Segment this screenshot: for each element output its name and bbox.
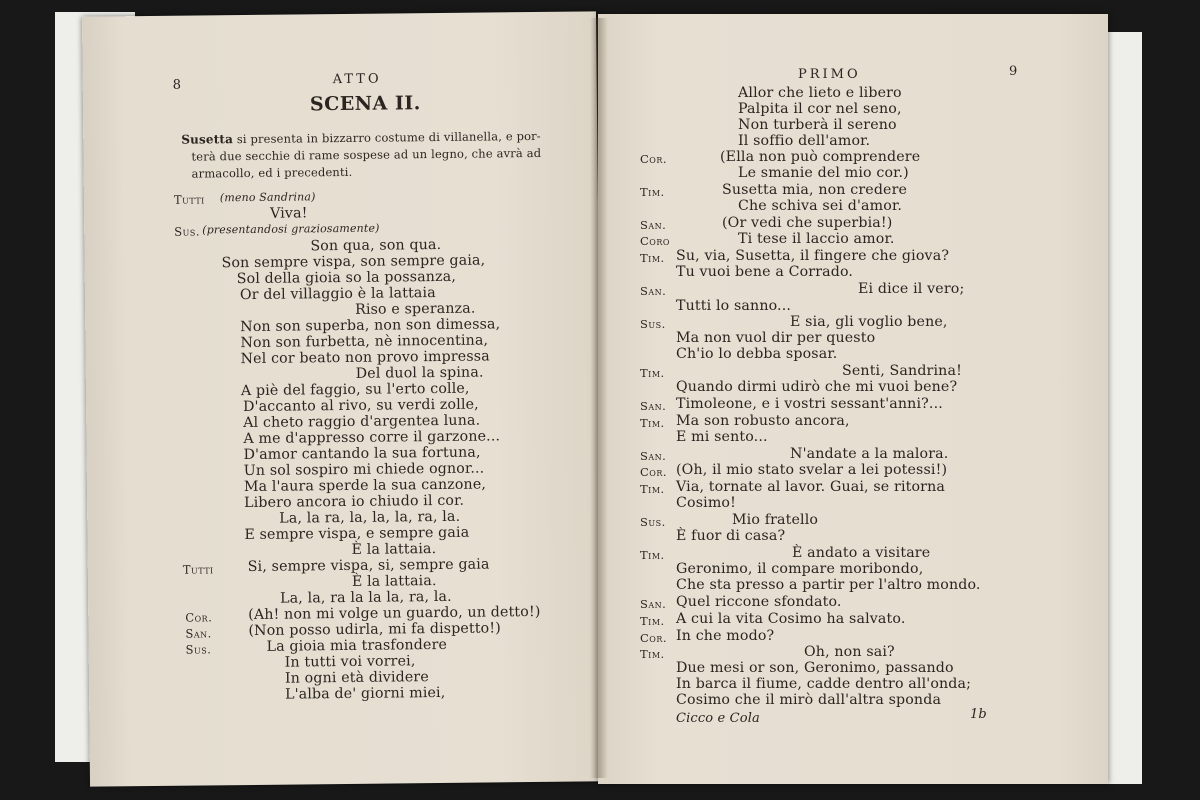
- verse-line: E mi sento...: [676, 429, 768, 445]
- left-page: [82, 11, 604, 786]
- verse-line: Quando dirmi udirò che mi vuoi bene?: [676, 379, 958, 395]
- speaker-label: Tim.: [640, 647, 665, 661]
- verse-line: In tutti voi vorrei,: [284, 653, 416, 671]
- speaker-label: Tim.: [640, 185, 665, 199]
- verse-line: E sempre vispa, e sempre gaia: [244, 524, 470, 544]
- verse-line: Il soffio dell'amor.: [738, 133, 871, 149]
- character-name: Susetta: [181, 132, 234, 147]
- stage-direction-line: Susetta si presenta in bizzarro costume di villanella, e por-: [181, 128, 541, 147]
- verse-line: Sus. La gioia mia trasfondere: [185, 636, 448, 657]
- speaker-label: Cor.: [640, 631, 668, 645]
- speaker-label: Tutti: [173, 192, 205, 207]
- speaker-label: Sus.: [185, 642, 212, 657]
- speaker-label: San.: [640, 597, 667, 611]
- speaker-label: Cor.: [185, 610, 213, 625]
- verse-line: Geronimo, il compare moribondo,: [676, 561, 924, 577]
- verse-line: Che schiva sei d'amor.: [738, 198, 902, 214]
- verse-line: Due mesi or son, Geronimo, passando: [676, 660, 954, 676]
- page-number: 9: [1009, 64, 1018, 79]
- verse-line: Al cheto raggio d'argentea luna.: [243, 412, 481, 432]
- speaker-label: Sus.: [640, 317, 666, 331]
- speaker-label: Tim.: [640, 548, 665, 562]
- footer-title: Cicco e Cola: [676, 711, 760, 726]
- speaker-label: Cor.: [640, 465, 668, 479]
- verse-line: La, la, ra la la la, ra, la.: [280, 588, 452, 607]
- verse-line: Le smanie del mio cor.): [738, 165, 909, 181]
- stage-direction-line: terà due secchie di rame sospese ad un legno, che avrà ad: [191, 145, 542, 164]
- verse-line: Non turberà il sereno: [738, 117, 897, 133]
- speaker-label: San.: [640, 449, 667, 463]
- verse-line: In barca il fiume, cadde dentro all'onda;: [676, 676, 972, 692]
- verse-line: Sol della gioia so la possanza,: [236, 268, 457, 288]
- verse-line: Ma l'aura sperde la sua canzone,: [243, 476, 487, 496]
- verse-line: L'alba de' giorni miei,: [285, 684, 446, 703]
- running-head: PRIMO: [798, 67, 861, 82]
- verse-line: Cosimo che il mirò dall'altra sponda: [676, 692, 942, 708]
- verse-line: Non son furbetta, nè innocentina,: [240, 332, 489, 352]
- verse-line: Non son superba, non son dimessa,: [240, 316, 501, 336]
- verse-line: Nel cor beato non provo impressa: [240, 348, 490, 368]
- verse-line: Un sol sospiro mi chiede ognor...: [243, 460, 485, 480]
- speaker-label: Coro: [640, 234, 670, 248]
- book-gutter: [590, 18, 608, 778]
- speaker-label: Tim.: [640, 416, 665, 430]
- speaker-label: Tim.: [640, 366, 665, 380]
- verse-line: Son qua, son qua.: [310, 236, 442, 255]
- verse-line: Palpita il cor nel seno,: [738, 101, 902, 117]
- page-number: 8: [172, 77, 182, 93]
- speaker-label: Sus.: [640, 515, 666, 529]
- verse-line: A me d'appresso corre il garzone...: [243, 428, 501, 448]
- verse-line: Riso e speranza.: [354, 300, 476, 318]
- verse-line: La, la ra, la, la, la, ra, la.: [279, 508, 461, 527]
- scene-title: SCENA II.: [309, 92, 421, 116]
- verse-line: Allor che lieto e libero: [738, 85, 902, 101]
- speaker-label: Tim.: [640, 614, 665, 628]
- verse-line: San. (Non posso udirla, mi fa dispetto!): [185, 620, 501, 641]
- verse-line: Tu vuoi bene a Corrado.: [676, 264, 854, 280]
- speaker-label: San.: [185, 626, 212, 641]
- verse-line: Tutti lo sanno...: [676, 298, 792, 314]
- stage-direction: (presentandosi graziosamente): [202, 221, 380, 237]
- verse-line: Son sempre vispa, son sempre gaia,: [221, 252, 486, 272]
- verse-line: Or del villaggio è la lattaia: [239, 285, 436, 304]
- verse-line: È la lattaia.: [351, 541, 437, 558]
- speaker-label: Tutti: [182, 562, 214, 577]
- speaker-label: San.: [640, 399, 667, 413]
- verse-line: È fuor di casa?: [676, 528, 786, 544]
- running-head: ATTO: [332, 71, 382, 88]
- right-page: PRIMO 9 Allor che lieto e libero Palpita il cor nel seno, Non turberà il sereno Il soffio dell'amor. Cor. (Ella non può comprendere Le smanie del mio cor.) Tim. Susetta mia, non credere Che schiva sei d'amor. San. (Or vedi che superbia!) Coro Ti tese il laccio amor. Tim. Su, via, Susetta, il fingere che giova? Tu vuoi bene a Corrado. San. Ei dice il vero; Tutti lo sanno... Sus. E sia, gli voglio bene, Ma non vuol dir per questo Ch'io lo debba sposar. Tim. Senti, Sandrina! Quando dirmi udirò che mi vuoi bene? San. Timoleone, e i vostri sessant'anni?... Tim. Ma son robusto ancora, E mi sento... San. N'andate a la malora. Cor. (Oh, il mio stato svelar a lei potessi!) Tim. Via, tornate al lavor. Guai, se ritorna Cosimo! Sus. Mio fratello È fuor di casa? Tim. È andato a visitare Geronimo, il compare moribondo, Che sta presso a partir per l'altro mondo. San. Quel riccone sfondato. Tim. A cui la vita Cosimo ha salvato. Cor. In che modo? Tim. Oh, non sai? Due mesi or son, Geronimo, passando In barca il fiume, cadde dentro all'onda; Cosimo che il mirò dall'altra sponda Cicco e Cola 1b: [598, 14, 1108, 784]
- signature-mark: 1b: [970, 707, 987, 722]
- verse-line: D'accanto al rivo, su verdi zolle,: [242, 396, 479, 416]
- verse-line: Libero ancora io chiudo il cor.: [244, 492, 465, 512]
- verse-line: Del duol la spina.: [355, 364, 484, 382]
- verse-line: Che sta presso a partir per l'altro mondo.: [676, 577, 981, 593]
- verse-line: D'amor cantando la sua fortuna,: [243, 444, 481, 464]
- verse-line: Viva!: [269, 205, 308, 222]
- verse-line: Cosimo!: [676, 495, 736, 511]
- verse-line: Ch'io lo debba sposar.: [676, 346, 838, 362]
- verse-line: In ogni età dividere: [284, 669, 429, 687]
- speaker-label: Cor.: [640, 152, 668, 166]
- speaker-label: Tim.: [640, 482, 665, 496]
- stage-direction-line: armacollo, ed i precedenti.: [191, 164, 353, 181]
- speaker-label: San.: [640, 218, 667, 232]
- speaker-label: Sus.: [174, 224, 201, 239]
- verse-line: Ma non vuol dir per questo: [676, 330, 876, 346]
- verse-line: È la lattaia.: [351, 573, 437, 590]
- verse-line: Cor. (Ah! non mi volge un guardo, un detto!): [185, 603, 541, 625]
- verse-line: Tutti Si, sempre vispa, si, sempre gaia: [182, 556, 490, 577]
- verse-line: A piè del faggio, su l'erto colle,: [240, 380, 470, 400]
- speaker-label: Tim.: [640, 251, 665, 265]
- speaker-label: San.: [640, 284, 667, 298]
- stage-direction: (meno Sandrina): [219, 190, 316, 205]
